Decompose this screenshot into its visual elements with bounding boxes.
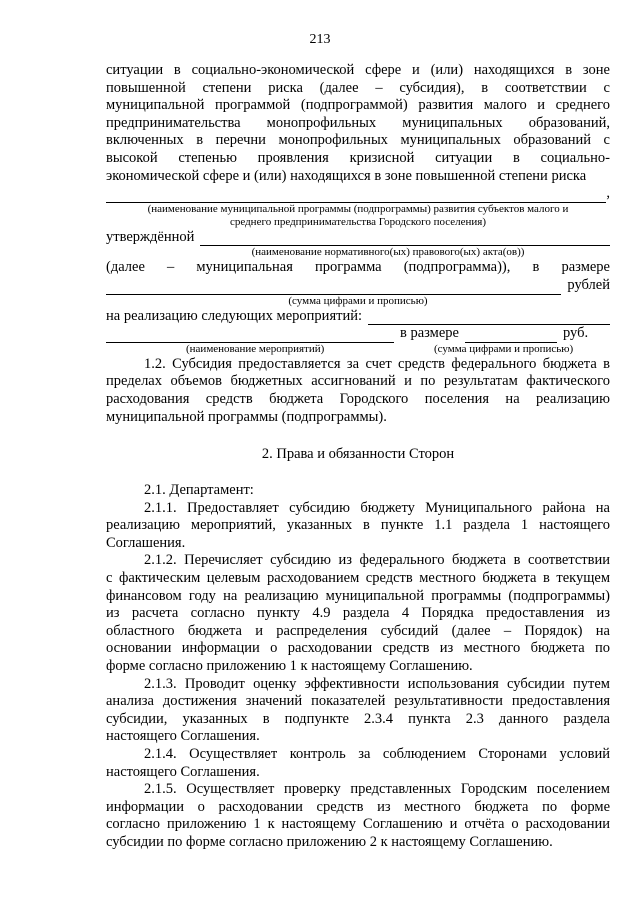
paragraph-2-1-3	[106, 676, 610, 746]
text-line: настоящего Соглашения.	[106, 763, 260, 780]
activity-amount-row	[106, 325, 610, 343]
sum-blank	[106, 280, 561, 295]
text-line: включенных в перечни монопрофильных муниципальных образований с	[106, 132, 610, 149]
text-line: муниципальной программы (подпрограммы).	[106, 408, 387, 425]
amount-blank	[465, 328, 557, 343]
text-line: 2.1.5. Осуществляет проверку представленных Городским поселением	[144, 781, 610, 798]
comma: ,	[606, 185, 610, 202]
text-line: муниципальной программой (подпрограммой) развития малого и среднего	[106, 97, 610, 114]
text-line: субсидии по форме согласно приложению 2 к настоящему Соглашению.	[106, 833, 553, 850]
activities-label: на реализацию следующих мероприятий:	[106, 307, 362, 324]
text-line: согласно приложению 1 к настоящему Соглашению и отчёта о расходовании	[106, 816, 610, 833]
page-number: 213	[309, 32, 331, 47]
document-body	[106, 62, 610, 852]
text-line: Соглашения.	[106, 534, 186, 551]
text-line: высокой степенью проявления кризисной ситуации в социально-	[106, 149, 610, 166]
text-line: 2.1.1. Предоставляет субсидию бюджету Муниципального района на	[144, 499, 610, 516]
caption-activities-row	[106, 343, 610, 356]
text-line: 2.1.2. Перечисляет субсидию из федерального бюджета в соответствии	[144, 552, 610, 569]
activities-blank	[368, 310, 610, 325]
rub-label: руб.	[562, 325, 589, 342]
approved-row	[106, 229, 610, 247]
paragraph-2-1-1	[106, 500, 610, 553]
paragraph-2-1-5	[106, 781, 610, 851]
caption-act: (наименование нормативного(ых) правового(ых) акта(ов))	[251, 246, 525, 259]
text-line: ситуации в социально-экономической сфере и (или) находящихся в зоне	[106, 62, 610, 78]
paragraph-2-1: 2.1. Департамент:	[144, 482, 254, 499]
act-name-blank	[200, 231, 610, 246]
sum-row	[106, 277, 610, 295]
text-line: форме согласно приложению 1 к настоящему Соглашению.	[106, 658, 473, 675]
in-amount-label: в размере	[400, 325, 459, 342]
text-line: основании информации о расходовании средств из местного бюджета по	[106, 640, 610, 657]
text-line: расходования средств бюджета Городского поселения на реализацию	[106, 390, 610, 407]
program-blank-row	[106, 185, 610, 203]
text-line: экономической сфере и (или) находящихся в зоне повышенной степени риска	[106, 167, 587, 184]
text-line: субсидии, указанных в подпункте 2.3.4 пункта 2.3 данного раздела	[106, 710, 610, 727]
caption-program-line-2: среднего предпринимательства Городского поселения)	[229, 215, 487, 228]
text-line: реализацию мероприятий, указанных в пункте 1.1 раздела 1 настоящего	[106, 517, 610, 534]
rubles-label: рублей	[567, 276, 610, 293]
paragraph-2-1-2	[106, 552, 610, 675]
text-line: пределах объемов бюджетных ассигнований и по результатам фактического	[106, 373, 610, 390]
text-line: предпринимательства монопрофильных муниципальных образований,	[106, 114, 610, 131]
text-line: с фактическим целевым расходованием средств местного бюджета в текущем	[106, 570, 610, 587]
program-name-blank	[106, 188, 606, 203]
section-2-title: 2. Права и обязанности Сторон	[261, 446, 455, 463]
approved-label: утверждённой	[106, 228, 195, 245]
text-line: повышенной степени риска (далее – субсидия), в соответствии с	[106, 79, 610, 96]
text-line: финансовом году на реализацию муниципальной программы (подпрограммы)	[106, 587, 610, 604]
text-line: настоящего Соглашения.	[106, 728, 260, 745]
text-line: областного бюджета и распределения субсидий (далее – Порядок) на	[106, 622, 610, 639]
paragraph-2-1-4	[106, 746, 610, 781]
paragraph-1-2	[106, 356, 610, 426]
further-line: (далее – муниципальная программа (подпрограмма)), в размере	[106, 259, 610, 276]
caption-sum: (сумма цифрами и прописью)	[288, 294, 428, 307]
caption-sum-2: (сумма цифрами и прописью)	[434, 342, 574, 355]
text-line: анализа достижения значений показателей результативности предоставления	[106, 693, 610, 710]
text-line: 2.1.4. Осуществляет контроль за соблюдением Сторонами условий	[144, 746, 610, 762]
intro-paragraph	[106, 62, 610, 185]
activity-name-blank	[106, 328, 394, 343]
text-line: информации о расходовании средств из местного бюджета по форме	[106, 798, 610, 815]
caption-activities: (наименование мероприятий)	[186, 342, 325, 355]
text-line: 2.1.3. Проводит оценку эффективности использования субсидии путем	[144, 675, 610, 692]
caption-program-line-1: (наименование муниципальной программы (подпрограммы) развития субъектов малого и	[147, 202, 569, 215]
text-line: из расчета согласно пункту 4.9 раздела 4 Порядка предоставления из	[106, 605, 610, 622]
activities-row	[106, 308, 610, 326]
text-line: 1.2. Субсидия предоставляется за счет средств федерального бюджета в	[144, 355, 610, 372]
